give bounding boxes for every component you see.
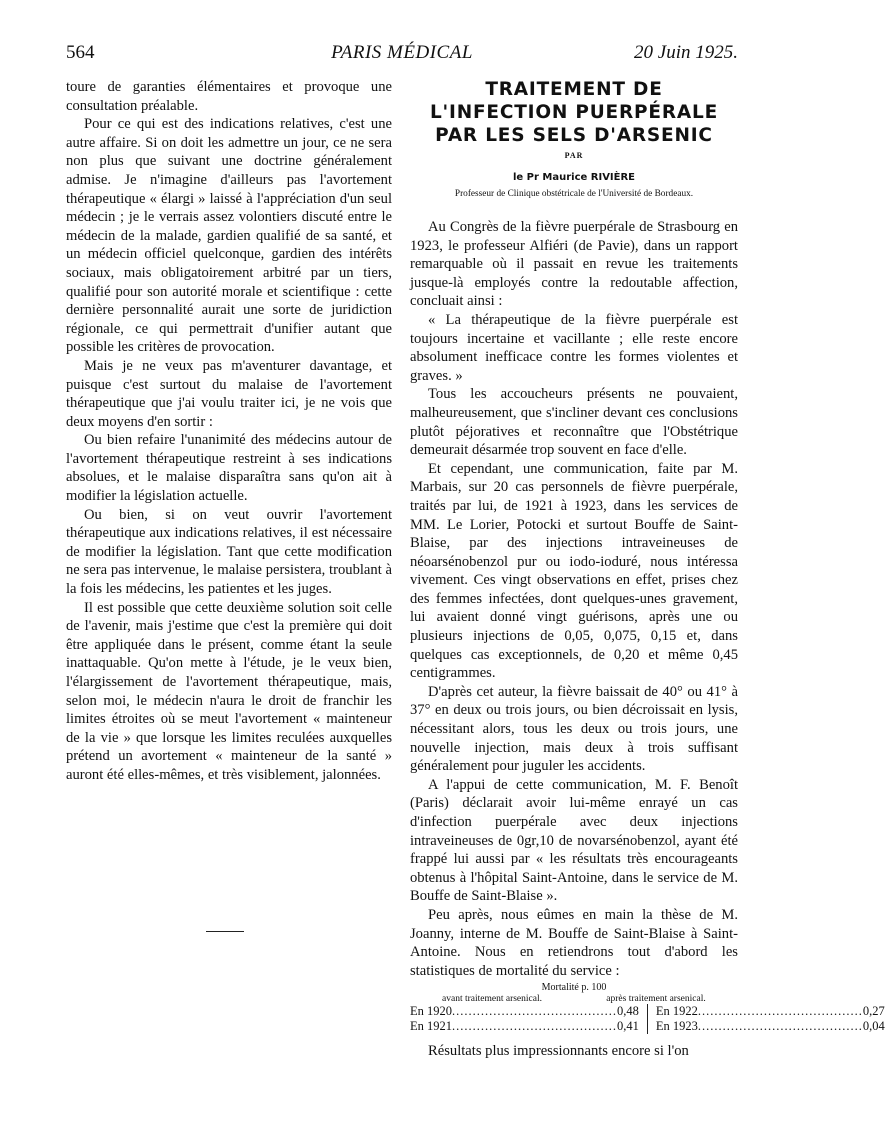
right-column xyxy=(410,218,738,980)
byline-par: PAR xyxy=(564,151,584,160)
article-title xyxy=(410,78,738,147)
paragraph: « La thérapeutique de la fièvre puerpérale est toujours incertaine et vacillante ; elle reste encore absolument inefficace contre les formes violentes et graves. » xyxy=(410,311,738,384)
paragraph: Ou bien, si on veut ouvrir l'avortement thérapeutique aux indications relatives, il est nécessaire de modifier la législation. Tant que cette modification ne sera pas intervenue, le malaise persistera, troublant à la fois les médecins, les patientes et les juges. xyxy=(66,506,392,598)
year-label: En 1921 xyxy=(410,1019,453,1033)
paragraph: Mais je ne veux pas m'aventurer davantage, et puisque c'est surtout du malaise de l'avortement thérapeutique que j'ai voulu traiter ici, je ne vois que deux moyens d'en sortir : xyxy=(66,357,392,430)
leader-dots xyxy=(698,1004,863,1019)
title-line: TRAITEMENT DE xyxy=(485,79,663,100)
table-row xyxy=(410,1004,639,1019)
year-label: En 1923 xyxy=(655,1019,698,1033)
year-label: En 1922 xyxy=(655,1004,698,1018)
section-divider xyxy=(206,931,244,932)
table-row xyxy=(656,1019,885,1034)
issue-date: 20 Juin 1925. xyxy=(634,42,738,63)
page-number: 564 xyxy=(66,42,95,63)
paragraph: Il est possible que cette deuxième solution soit celle de l'avenir, mais j'estime que c'est la première qui doit être appliquée dans le présent, comme étant la seule inattaquable. Qu'on mette à l'étude, je le veux bien, l'élargissement de l'avortement thérapeutique, mais, selon moi, le médecin n'aura le droit de franchir les limites étroites où se meut l'avortement « mainteneur de la vie » que lorsque les limites reculées auxquelles prétend un avortement « mainteneur de la santé » auront été elles-mêmes, et très visiblement, jalonnées. xyxy=(66,599,392,783)
leader-dots xyxy=(452,1019,617,1034)
paragraph: D'après cet auteur, la fièvre baissait de 40° ou 41° à 37° en deux ou trois jours, ou bien décroissait en lysis, nécessitant alors, tous les deux ou trois jours, une nouvelle injection, mais deux à trois suffisant généralement pour juguler les accidents. xyxy=(410,683,738,775)
paragraph: Ou bien refaire l'unanimité des médecins autour de l'avortement thérapeutique restreint à ses indications absolues, et le malaise disparaîtra sans qu'on ait à modifier la législation actuelle. xyxy=(66,432,392,505)
column-header-before: avant traitement arsenical. xyxy=(442,994,542,1004)
closing-line: Résultats plus impressionnants encore si l'on xyxy=(428,1043,689,1059)
mortality-value: 0,48 xyxy=(617,1004,639,1018)
title-line: PAR LES SELS D'ARSENIC xyxy=(435,125,713,146)
paragraph: Peu après, nous eûmes en main la thèse de M. Joanny, interne de M. Bouffe de Saint-Blaise à Saint-Antoine. Nous en retiendrons tout d'abord les statistiques de mortalité du service : xyxy=(410,906,738,979)
journal-title: PARIS MÉDICAL xyxy=(331,42,473,63)
author-affiliation: Professeur de Clinique obstétricale de l'Université de Bordeaux. xyxy=(454,189,694,199)
paragraph: Pour ce qui est des indications relatives, c'est une autre affaire. Si on doit les admettre un jour, ce ne sera non plus que suivant une doctrine généralement admise. Je n'imagine d'ailleurs pas l'avortement thérapeutique « élargi » laissé à l'appréciation d'un seul médecin ; je le verrais assez volontiers discuté entre le médecin de la malade, gardien qualifié de sa santé, et un médecin officiel quelconque, gardien des intérêts sociaux, mais obligatoirement arbitré par un tiers, qualifié pour son autorité morale et scientifique : cette dernière personnalité aurait une sorte de juridiction régionale, ce qui permettrait d'unifier autant que possible les critères de provocation. xyxy=(66,116,392,356)
paragraph: A l'appui de cette communication, M. F. Benoît (Paris) déclarait avoir lui-même enrayé un cas d'infection puerpérale avec deux injections intraveineuses de 0gr,10 de novarsénobenzol, ayant été frappé lui aussi par « les résultats très encourageants obtenus à l'hôpital Saint-Antoine, dans le service de M. Bouffe de Saint-Blaise ». xyxy=(410,776,738,905)
table-caption: Mortalité p. 100 xyxy=(541,982,607,993)
table-row xyxy=(656,1004,885,1019)
mortality-value: 0,04 xyxy=(862,1019,885,1033)
author-name: le Pr Maurice RIVIÈRE xyxy=(512,172,636,183)
leader-dots xyxy=(698,1019,863,1034)
mortality-value: 0,41 xyxy=(617,1019,639,1033)
paragraph: toure de garanties élémentaires et provoque une consultation préalable. xyxy=(66,79,392,114)
table-row xyxy=(410,1019,639,1034)
paragraph: Tous les accoucheurs présents ne pouvaient, malheureusement, que s'incliner devant ces conclusions plutôt péjoratives et reconnaître que l'Obstétrique demeurait désarmée trop souvent en face d'elle. xyxy=(410,386,738,459)
column-header-after: après traitement arsenical. xyxy=(606,994,706,1004)
paragraph: Et cependant, une communication, faite par M. Marbais, sur 20 cas personnels de fièvre puerpérale, traités par lui, de 1921 à 1923, dans les services de MM. Le Lorier, Potocki et surtout Bouffe de Saint-Blaise, par des injections intraveineuses de néoarsénobenzol pur ou iodo-ioduré, nous intéressa vivement. Ces vingt observations en effet, prises chez des femmes infectées, dont quelques-unes gravement, lui avaient donné vingt guérisons, après une ou plusieurs injections de 0,05, 0,075, 0,15 et, dans quelques cas exceptionnels, de 0,20 et même 0,45 centigrammes. xyxy=(410,460,738,682)
title-line: L'INFECTION PUERPÉRALE xyxy=(429,102,719,123)
paragraph: Au Congrès de la fièvre puerpérale de Strasbourg en 1923, le professeur Alfiéri (de Pavie), dans un rapport remarquable où il passait en revue les traitements jusque-là employés contre la redoutable affection, concluait ainsi : xyxy=(410,219,738,310)
running-header xyxy=(66,42,738,68)
left-column xyxy=(66,78,392,785)
leader-dots xyxy=(452,1004,617,1019)
mortality-value: 0,27 xyxy=(862,1004,885,1018)
mortality-table xyxy=(410,982,885,1034)
year-label: En 1920 xyxy=(410,1004,453,1018)
